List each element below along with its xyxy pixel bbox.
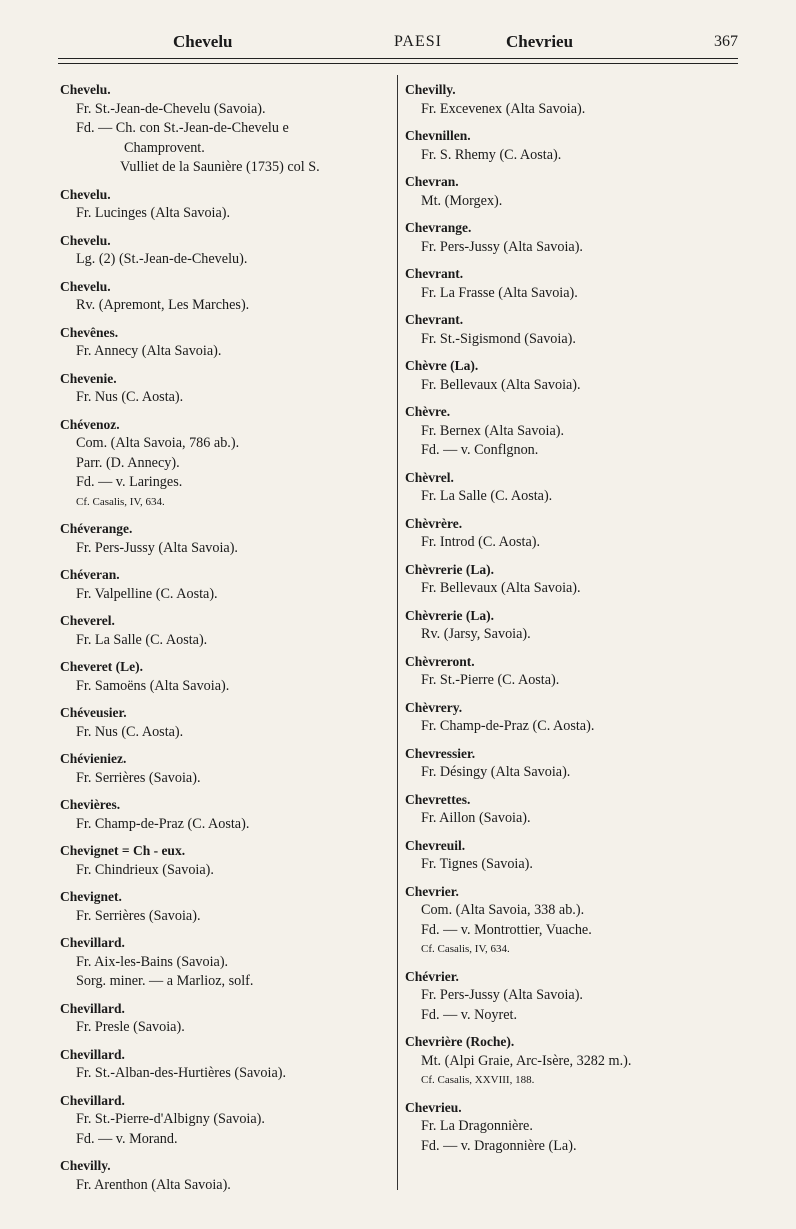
entry xyxy=(405,468,740,507)
entry xyxy=(405,310,740,349)
entry-line: Fr. Pers-Jussy (Alta Savoia). xyxy=(421,238,583,255)
entry-citation: Cf. Casalis, IV, 634. xyxy=(421,943,510,955)
entry xyxy=(405,698,740,737)
entry-line: Fr. Nus (C. Aosta). xyxy=(76,723,184,740)
entry-headword: Chéveran. xyxy=(60,567,120,582)
header-section: PAESI xyxy=(394,33,442,50)
entry-headword: Chèvrerie (La). xyxy=(405,561,494,577)
entry-headword: Chèvre. xyxy=(405,404,451,419)
entry xyxy=(405,790,740,829)
right-column xyxy=(405,80,740,1163)
entry xyxy=(405,882,740,960)
entry-line: Fr. Bellevaux (Alta Savoia). xyxy=(421,376,581,393)
entry-headword: Chevilly. xyxy=(60,1158,111,1173)
entry-headword: Chèvrery. xyxy=(405,699,463,715)
entry xyxy=(405,264,740,303)
entry-headword: Chéverange. xyxy=(60,521,133,536)
entry xyxy=(60,1156,390,1195)
entry-line: Fr. Excevenex (Alta Savoia). xyxy=(421,100,586,117)
entry xyxy=(405,126,740,165)
entry xyxy=(405,967,740,1026)
header-left-term: Chevelu xyxy=(173,32,233,51)
entry xyxy=(60,887,390,926)
entry-line: Fr. Annecy (Alta Savoia). xyxy=(76,343,222,359)
entry-line: Fr. La Dragonnière. xyxy=(421,1118,533,1134)
entry-citation: Cf. Casalis, XXVIII, 188. xyxy=(421,1074,535,1086)
entry-line: Fr. La Frasse (Alta Savoia). xyxy=(421,284,578,301)
entry-headword: Cheveret (Le). xyxy=(60,659,143,674)
entry xyxy=(405,514,740,553)
entry-line: Fr. Bellevaux (Alta Savoia). xyxy=(421,580,581,596)
entry-line: Fr. St.-Pierre-d'Albigny (Savoia). xyxy=(76,1111,265,1127)
entry xyxy=(60,519,390,558)
entry-headword: Chevelu. xyxy=(60,186,111,202)
entry xyxy=(60,703,390,742)
entry xyxy=(60,231,390,270)
entry-line: Fr. Valpelline (C. Aosta). xyxy=(76,585,218,602)
entry-line: Fr. St.-Sigismond (Savoia). xyxy=(421,330,576,347)
entry-line: Fr. Champ-de-Praz (C. Aosta). xyxy=(421,718,595,734)
header-right-term: Chevrieu xyxy=(506,32,574,51)
entry-line: Fd. — v. Conflgnon. xyxy=(421,442,539,458)
entry xyxy=(60,999,390,1038)
entry-headword: Chevignet = Ch - eux. xyxy=(60,843,186,858)
entry xyxy=(60,933,390,992)
entry-headword: Chévieniez. xyxy=(60,751,127,766)
entry-line: Fr. Tignes (Savoia). xyxy=(421,856,533,872)
entry-headword: Chèvrerie (La). xyxy=(405,607,494,623)
entry-line: Fr. Introd (C. Aosta). xyxy=(421,534,541,550)
entry-line: Com. (Alta Savoia, 338 ab.). xyxy=(421,902,585,918)
entry-headword: Chevrant. xyxy=(405,312,464,327)
entry-headword: Chèvrel. xyxy=(405,469,454,485)
entry-headword: Chevressier. xyxy=(405,745,476,761)
left-column xyxy=(60,80,390,1202)
entry-line: Fd. — v. Laringes. xyxy=(76,474,183,490)
entry-line: Mt. (Morgex). xyxy=(421,192,503,209)
entry-headword: Chevignet. xyxy=(60,889,122,904)
entry xyxy=(405,1032,740,1091)
entry-headword: Chevières. xyxy=(60,797,121,812)
entry-headword: Chevrettes. xyxy=(405,791,471,807)
entry-line: Mt. (Alpi Graie, Arc-Isère, 3282 m.). xyxy=(421,1052,632,1069)
entry-line: Fr. La Salle (C. Aosta). xyxy=(421,488,553,504)
entry-headword: Chevelu. xyxy=(60,278,111,294)
entry-headword: Chevelu. xyxy=(60,232,111,248)
entry-line: Fd. — v. Dragonnière (La). xyxy=(421,1137,577,1154)
entry xyxy=(60,80,390,178)
entry-line: Fr. Pers-Jussy (Alta Savoia). xyxy=(421,987,583,1003)
entry xyxy=(60,611,390,650)
entry-line: Fr. Pers-Jussy (Alta Savoia). xyxy=(76,539,238,556)
entry-line: Fr. St.-Pierre (C. Aosta). xyxy=(421,672,560,688)
page-header xyxy=(58,32,738,56)
entry xyxy=(405,402,740,461)
entry xyxy=(60,795,390,834)
entry-line: Lg. (2) (St.-Jean-de-Chevelu). xyxy=(76,251,248,267)
entry-line: Fr. Aillon (Savoia). xyxy=(421,810,531,826)
entry-headword: Chèvreront. xyxy=(405,653,475,669)
entry-headword: Chevelu. xyxy=(60,82,111,97)
entry-line: Rv. (Jarsy, Savoia). xyxy=(421,626,531,642)
entry-headword: Chéveusier. xyxy=(60,705,127,720)
entry-line: Champrovent. xyxy=(124,139,205,156)
entry xyxy=(405,744,740,783)
entry xyxy=(405,560,740,599)
entry xyxy=(60,369,390,408)
entry-headword: Chevrier. xyxy=(405,883,459,899)
entry xyxy=(405,652,740,691)
header-rule xyxy=(58,58,738,59)
entry-headword: Chévrier. xyxy=(405,968,459,984)
entry-headword: Chevillard. xyxy=(60,1000,125,1016)
page-number: 367 xyxy=(714,33,738,50)
entry-line: Fr. Champ-de-Praz (C. Aosta). xyxy=(76,815,250,832)
entry-headword: Chèvre (La). xyxy=(405,358,479,373)
entry-citation: Cf. Casalis, IV, 634. xyxy=(76,495,165,508)
entry-headword: Chevrant. xyxy=(405,266,464,281)
entry xyxy=(60,657,390,696)
entry-headword: Chévenoz. xyxy=(60,416,120,432)
entry-headword: Chèvrère. xyxy=(405,515,463,531)
entry-line: Sorg. miner. — a Marlioz, solf. xyxy=(76,973,254,989)
entry xyxy=(405,606,740,645)
entry xyxy=(60,323,390,362)
entry xyxy=(60,415,390,513)
entry-line: Fr. Serrières (Savoia). xyxy=(76,769,201,786)
entry xyxy=(405,356,740,395)
entry xyxy=(60,277,390,316)
entry xyxy=(405,218,740,257)
entry xyxy=(405,172,740,211)
entry-line: Fr. Serrières (Savoia). xyxy=(76,907,201,924)
entry-line: Fr. Samoëns (Alta Savoia). xyxy=(76,677,230,694)
entry-line: Fr. Arenthon (Alta Savoia). xyxy=(76,1176,231,1193)
entry-line: Fr. St.-Jean-de-Chevelu (Savoia). xyxy=(76,100,266,117)
entry xyxy=(405,1098,740,1157)
entry-line: Fr. Aix-les-Bains (Savoia). xyxy=(76,953,229,970)
entry-line: Fd. — v. Morand. xyxy=(76,1130,178,1147)
entry-line: Fr. S. Rhemy (C. Aosta). xyxy=(421,146,562,163)
entry xyxy=(405,836,740,875)
entry-headword: Chevillard. xyxy=(60,1046,125,1062)
entry-headword: Chevrange. xyxy=(405,220,472,235)
entry xyxy=(405,80,740,119)
entry-headword: Chevenie. xyxy=(60,370,117,386)
entry-headword: Chevnillen. xyxy=(405,128,471,143)
entry xyxy=(60,1045,390,1084)
entry-line: Vulliet de la Saunière (1735) col S. xyxy=(120,159,320,175)
entry-line: Fd. — v. Montrottier, Vuache. xyxy=(421,921,592,938)
entry-line: Fr. Chindrieux (Savoia). xyxy=(76,861,214,878)
entry-headword: Chevrière (Roche). xyxy=(405,1034,515,1049)
entry-headword: Chevran. xyxy=(405,174,459,189)
entry-headword: Chevrieu. xyxy=(405,1099,462,1115)
header-rule-thin xyxy=(58,63,738,64)
entry xyxy=(60,565,390,604)
entry xyxy=(60,1091,390,1150)
entry-headword: Chevênes. xyxy=(60,324,119,340)
entry-line: Fd. — Ch. con St.-Jean-de-Chevelu e xyxy=(76,120,289,136)
entry xyxy=(60,841,390,880)
entry-line: Fr. Nus (C. Aosta). xyxy=(76,389,184,405)
entry-line: Com. (Alta Savoia, 786 ab.). xyxy=(76,435,240,451)
entry-line: Fr. Désingy (Alta Savoia). xyxy=(421,764,571,780)
entry-headword: Chevilly. xyxy=(405,82,456,97)
entry-line: Fr. St.-Alban-des-Hurtières (Savoia). xyxy=(76,1065,287,1081)
entry xyxy=(60,185,390,224)
entry-headword: Chevreuil. xyxy=(405,837,466,853)
entry-line: Rv. (Apremont, Les Marches). xyxy=(76,297,250,313)
entry-headword: Chevillard. xyxy=(60,1092,125,1108)
entry-line: Fr. La Salle (C. Aosta). xyxy=(76,631,208,648)
entry-line: Fr. Lucinges (Alta Savoia). xyxy=(76,205,231,221)
entry xyxy=(60,749,390,788)
entry-headword: Cheverel. xyxy=(60,613,115,628)
entry-line: Parr. (D. Annecy). xyxy=(76,454,180,471)
entry-line: Fd. — v. Noyret. xyxy=(421,1006,518,1023)
entry-headword: Chevillard. xyxy=(60,935,125,950)
entry-line: Fr. Bernex (Alta Savoia). xyxy=(421,422,565,439)
entry-line: Fr. Presle (Savoia). xyxy=(76,1019,185,1035)
column-divider xyxy=(397,75,398,1190)
